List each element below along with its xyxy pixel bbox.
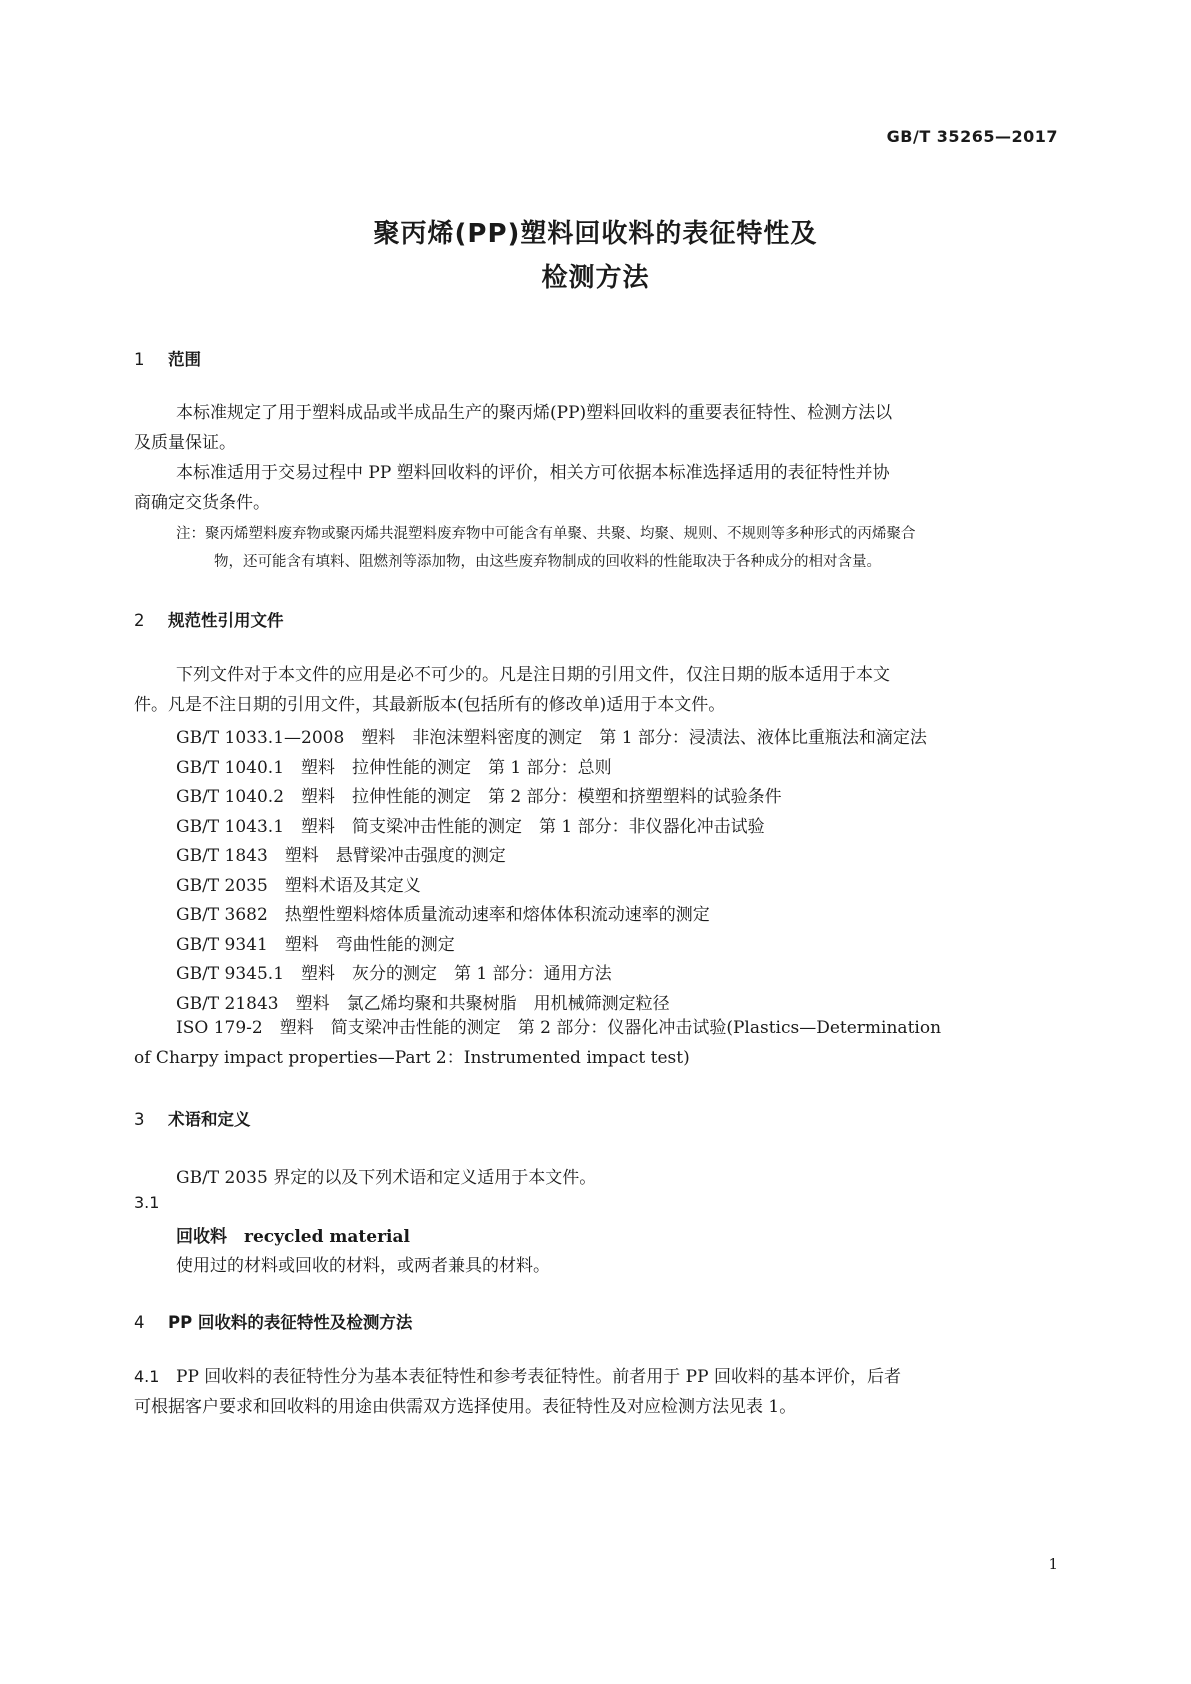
section-number: 1 — [134, 350, 145, 369]
reference-item: GB/T 1843 塑料 悬臂梁冲击强度的测定 — [176, 846, 506, 866]
text-line: 本标准适用于交易过程中 PP 塑料回收料的评价，相关方可依据本标准选择适用的表征特性并协 — [176, 463, 890, 483]
reference-item: GB/T 21843 塑料 氯乙烯均聚和共聚树脂 用机械筛测定粒径 — [176, 994, 670, 1014]
section-title: PP 回收料的表征特性及检测方法 — [168, 1313, 413, 1332]
text-line: 及质量保证。 — [134, 433, 236, 453]
note-line: 物，还可能含有填料、阻燃剂等添加物，由这些废弃物制成的回收料的性能取决于各种成分的相对含量。 — [214, 554, 881, 570]
term-definition: 使用过的材料或回收的材料，或两者兼具的材料。 — [176, 1256, 550, 1276]
section-1-paragraph-1 — [134, 398, 1057, 458]
reference-item: GB/T 9345.1 塑料 灰分的测定 第 1 部分：通用方法 — [176, 964, 612, 984]
section-2-paragraph — [134, 660, 1057, 720]
reference-item: GB/T 1033.1—2008 塑料 非泡沫塑料密度的测定 第 1 部分：浸渍法、液体比重瓶法和滴定法 — [176, 728, 927, 748]
reference-iso — [134, 1013, 1057, 1073]
subsection-number: 4.1 — [134, 1367, 160, 1386]
section-3-heading — [134, 1106, 251, 1130]
text-line: 本标准规定了用于塑料成品或半成品生产的聚丙烯(PP)塑料回收料的重要表征特性、检测方法以 — [176, 403, 893, 423]
text-line: 下列文件对于本文件的应用是必不可少的。凡是注日期的引用文件，仅注日期的版本适用于本文 — [176, 665, 890, 685]
text-line: of Charpy impact properties—Part 2：Instrumented impact test) — [134, 1048, 690, 1068]
section-number: 4 — [134, 1313, 145, 1332]
section-2-heading — [134, 607, 284, 631]
text-line: ISO 179-2 塑料 简支梁冲击性能的测定 第 2 部分：仪器化冲击试验(Plastics—Determination — [176, 1018, 942, 1038]
section-title: 范围 — [168, 350, 201, 369]
title-line-2: 检测方法 — [541, 263, 650, 293]
title-line-1: 聚丙烯(PP)塑料回收料的表征特性及 — [373, 219, 818, 249]
section-title: 规范性引用文件 — [168, 611, 284, 630]
section-4-heading — [134, 1309, 412, 1333]
reference-item: GB/T 3682 热塑性塑料熔体质量流动速率和熔体体积流动速率的测定 — [176, 905, 710, 925]
text-line: 件。凡是不注日期的引用文件，其最新版本(包括所有的修改单)适用于本文件。 — [134, 695, 726, 715]
section-1-heading — [134, 346, 201, 370]
note-line: 注：聚丙烯塑料废弃物或聚丙烯共混塑料废弃物中可能含有单聚、共聚、均聚、规则、不规则等多种形式的丙烯聚合 — [176, 526, 916, 542]
term-number: 3.1 — [134, 1193, 160, 1212]
section-number: 2 — [134, 611, 145, 630]
text-line: 商确定交货条件。 — [134, 493, 270, 513]
reference-item: GB/T 9341 塑料 弯曲性能的测定 — [176, 935, 455, 955]
page-number: 1 — [1048, 1555, 1058, 1573]
section-4-1-paragraph — [134, 1362, 1057, 1422]
standard-code: GB/T 35265—2017 — [886, 127, 1058, 146]
term-title: 回收料 recycled material — [176, 1227, 410, 1247]
text-line: 可根据客户要求和回收料的用途由供需双方选择使用。表征特性及对应检测方法见表 1。 — [134, 1397, 797, 1417]
text-span: PP 回收料的表征特性分为基本表征特性和参考表征特性。前者用于 PP 回收料的基本评价，后者 — [176, 1367, 901, 1387]
section-number: 3 — [134, 1110, 145, 1129]
section-1-paragraph-2 — [134, 458, 1057, 518]
text-line — [134, 1362, 1057, 1392]
reference-item: GB/T 2035 塑料术语及其定义 — [176, 876, 421, 896]
section-3-paragraph: GB/T 2035 界定的以及下列术语和定义适用于本文件。 — [176, 1168, 597, 1188]
reference-item: GB/T 1043.1 塑料 简支梁冲击性能的测定 第 1 部分：非仪器化冲击试验 — [176, 817, 765, 837]
section-title: 术语和定义 — [168, 1110, 251, 1129]
reference-item: GB/T 1040.1 塑料 拉伸性能的测定 第 1 部分：总则 — [176, 758, 612, 778]
section-1-note — [176, 520, 1057, 576]
reference-item: GB/T 1040.2 塑料 拉伸性能的测定 第 2 部分：模塑和挤塑塑料的试验条件 — [176, 787, 782, 807]
